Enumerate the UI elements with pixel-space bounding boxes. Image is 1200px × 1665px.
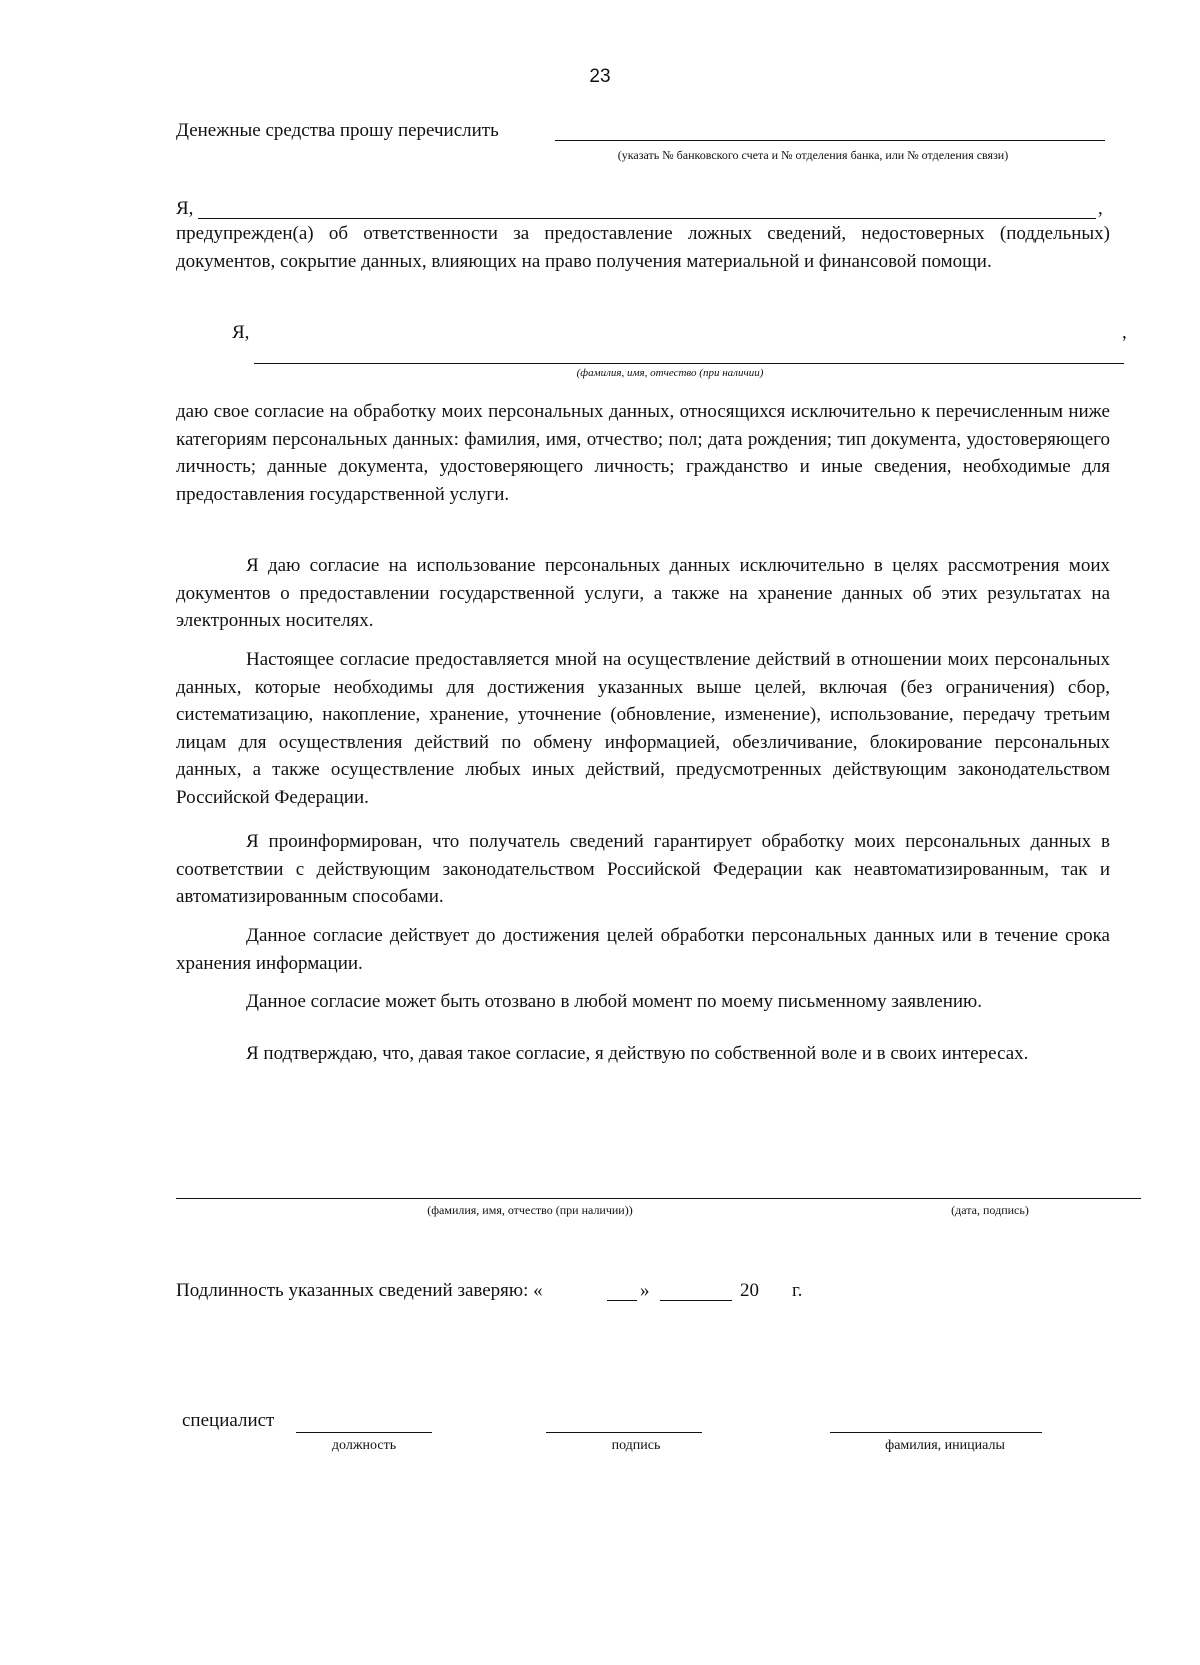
specialist-signature-hint: подпись [611,1438,661,1453]
certify-day-line[interactable] [607,1300,637,1301]
consent-paragraph: даю свое согласие на обработку моих персональных данных, относящихся исключительно к перечисленным ниже категориям персональных данных: фамилия, имя, отчество; пол; дата рождения; тип документа, удостоверяющего личность; данные документа, удостоверяющего личность; гражданство и иные сведения, необходимые для предоставления государственной услуги. [176,401,1110,505]
certify-year-prefix: 20 [740,1280,759,1301]
consent-paragraph: Данное согласие может быть отозвано в любой момент по моему письменному заявлению. [246,991,982,1012]
consent-suffix: , [1122,322,1127,343]
signature-line[interactable] [176,1198,1141,1199]
consent-paragraph: Я даю согласие на использование персональных данных исключительно в целях рассмотрения моих документов о предоставлении государственной услуги, а также на хранение данных об этих результатах на электронных носителях. [176,555,1110,631]
consent-paragraph: Я подтверждаю, что, давая такое согласие, я действую по собственной воле и в своих интересах. [246,1043,1029,1064]
page-number: 23 [589,66,611,87]
warning-name-line[interactable] [198,218,1096,219]
certify-quote-close: » [640,1280,650,1301]
consent-name-hint: (фамилия, имя, отчество (при наличии) [576,367,764,379]
signature-name-hint: (фамилия, имя, отчество (при наличии)) [427,1203,633,1217]
consent-name-line[interactable] [254,363,1124,364]
transfer-field-line[interactable] [555,140,1105,141]
transfer-hint: (указать № банковского счета и № отделения банка, или № отделения связи) [617,148,1009,162]
consent-paragraph: Я проинформирован, что получатель сведений гарантирует обработку моих персональных данных в соответствии с действующим законодательством Российской Федерации как неавтоматизированным, так и автоматизированным способами. [176,831,1110,907]
consent-prefix: Я, [232,322,250,343]
specialist-name-hint: фамилия, инициалы [885,1438,1005,1453]
warning-suffix: , [1098,198,1103,219]
specialist-signature-line[interactable] [546,1432,702,1433]
warning-prefix: Я, [176,198,194,219]
consent-paragraph: Данное согласие действует до достижения целей обработки персональных данных или в течение срока хранения информации. [176,925,1110,974]
signature-date-hint: (дата, подпись) [951,1203,1029,1217]
specialist-position-line[interactable] [296,1432,432,1433]
consent-paragraph: Настоящее согласие предоставляется мной на осуществление действий в отношении моих персональных данных, которые необходимы для достижения указанных выше целей, включая (без ограничения) сбор, систематизацию, накопление, хранение, уточнение (обновление, изменение), использование, передачу третьим лицам для осуществления действий по обмену информацией, обезличивание, блокирование персональных данных, а также осуществление любых иных действий, предусмотренных действующим законодательством Российской Федерации. [176,649,1110,808]
warning-text: предупрежден(а) об ответственности за предоставление ложных сведений, недостоверных (поддельных) документов, сокрытие данных, влияющих на право получения материальной и финансовой помощи. [176,223,1110,272]
certify-month-line[interactable] [660,1300,732,1301]
certify-year-suffix: г. [792,1280,803,1301]
specialist-label: специалист [182,1410,275,1431]
certify-label: Подлинность указанных сведений заверяю: « [176,1280,543,1301]
transfer-label: Денежные средства прошу перечислить [176,120,499,141]
specialist-position-hint: должность [331,1438,397,1453]
specialist-name-line[interactable] [830,1432,1042,1433]
